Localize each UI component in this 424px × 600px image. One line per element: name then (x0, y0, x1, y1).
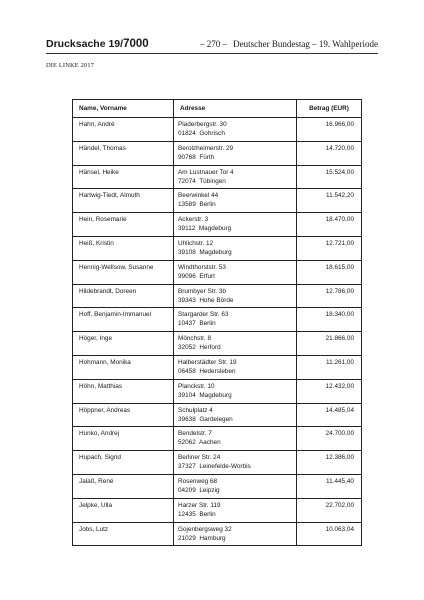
address-street: Halberstädter Str. 19 (178, 358, 237, 366)
cell-amount (297, 355, 362, 379)
address-street: Berliner Str. 24 (178, 454, 221, 462)
cell-name (73, 141, 174, 165)
cell-address (174, 189, 297, 213)
amount-value: 11.445,40 (326, 477, 354, 485)
cell-address (174, 522, 297, 546)
address-city: 10437 Berlin (178, 320, 216, 328)
cell-amount (297, 451, 362, 475)
cell-address (174, 332, 297, 356)
document-number (46, 38, 149, 50)
person-name: Höhn, Matthias (79, 382, 122, 390)
person-name: Höppner, Andreas (79, 406, 131, 414)
cell-name (73, 284, 174, 308)
cell-name (73, 474, 174, 498)
cell-address (174, 213, 297, 237)
table-row (73, 284, 362, 308)
document-label: Drucksache 19/ (46, 38, 124, 50)
cell-amount (297, 498, 362, 522)
cell-amount (297, 427, 362, 451)
address-street: Mönchstr. 8 (178, 335, 212, 343)
cell-amount (297, 165, 362, 189)
amount-value: 14.720,00 (325, 144, 354, 152)
amount-value: 12.432,00 (325, 382, 354, 390)
table-row (73, 165, 362, 189)
cell-amount (297, 474, 362, 498)
address-street: Planckstr. 10 (178, 382, 215, 390)
address-city: 52062 Aachen (178, 439, 221, 447)
table-row (73, 498, 362, 522)
cell-amount (297, 189, 362, 213)
cell-address (174, 474, 297, 498)
cell-name (73, 332, 174, 356)
cell-amount (297, 118, 362, 142)
cell-name (73, 165, 174, 189)
table-row (73, 141, 362, 165)
address-street: Stargarder Str. 63 (178, 311, 229, 319)
table-row (73, 332, 362, 356)
cell-address (174, 260, 297, 284)
cell-amount (297, 379, 362, 403)
amount-value: 11.542,20 (326, 192, 354, 200)
address-street: Schulplatz 4 (178, 406, 213, 414)
table-row (73, 379, 362, 403)
table-row (73, 451, 362, 475)
address-street: Harzer Str. 119 (178, 501, 221, 509)
person-name: Jalaß, René (79, 477, 114, 485)
cell-amount (297, 284, 362, 308)
cell-amount (297, 260, 362, 284)
address-street: Beerwinkel 44 (178, 192, 219, 200)
address-city: 06458 Hedersleben (178, 367, 236, 375)
address-street: Ackerstr. 3 (178, 216, 209, 224)
address-city: 37327 Leinefelde-Worbis (178, 463, 251, 471)
address-city: 39638 Gardelegen (178, 415, 233, 423)
address-city: 32052 Herford (178, 344, 221, 352)
address-city: 21029 Hamburg (178, 534, 226, 542)
address-city: 04209 Leipzig (178, 486, 220, 494)
amount-value: 12.386,00 (325, 454, 354, 462)
amount-value: 11.261,00 (326, 358, 354, 366)
amount-value: 18.340,00 (325, 311, 354, 319)
person-name: Hunko, Andrej (79, 430, 120, 438)
cell-name (73, 236, 174, 260)
cell-address (174, 451, 297, 475)
page-header (46, 38, 378, 52)
cell-amount (297, 141, 362, 165)
party-label: DIE LINKE 2017 (46, 62, 94, 69)
table-row (73, 403, 362, 427)
cell-address (174, 403, 297, 427)
person-name: Hohmann, Monika (79, 358, 131, 366)
address-street: Bendelstr. 7 (178, 430, 212, 438)
person-name: Höger, Inge (79, 335, 113, 343)
amount-value: 12.721,00 (325, 239, 354, 247)
cell-name (73, 522, 174, 546)
table-row (73, 474, 362, 498)
person-name: Hennig-Wellsow, Susanne (79, 263, 154, 271)
amount-value: 10.063,04 (325, 525, 354, 533)
cell-amount (297, 308, 362, 332)
amount-value: 14.485,04 (325, 406, 354, 414)
table-row (73, 522, 362, 546)
person-name: Hänsel, Heike (79, 168, 119, 176)
person-name: Hupach, Sigrid (79, 454, 121, 462)
page-number: – 270 – (200, 39, 227, 49)
table-row (73, 236, 362, 260)
address-city: 01824 Gohrisch (178, 130, 225, 137)
cell-address (174, 308, 297, 332)
address-city: 39108 Magdeburg (178, 248, 232, 256)
amount-value: 22.702,00 (325, 501, 354, 509)
table-row (73, 118, 362, 142)
person-name: Händel, Thomas (79, 144, 126, 152)
cell-name (73, 379, 174, 403)
cell-name (73, 308, 174, 332)
person-name: Heiß, Kristin (79, 239, 114, 247)
amount-value: 16.966,00 (325, 121, 354, 128)
address-city: 39343 Hohe Börde (178, 296, 234, 304)
cell-name (73, 355, 174, 379)
amount-value: 18.615,00 (325, 263, 354, 271)
cell-amount (297, 403, 362, 427)
table-row (73, 189, 362, 213)
person-name: Hartwig-Tiedt, Almuth (79, 192, 140, 200)
cell-address (174, 498, 297, 522)
amount-value: 15.524,00 (325, 168, 354, 176)
address-city: 12435 Berlin (178, 510, 216, 518)
person-name: Hein, Rosemarie (79, 216, 127, 224)
table-header-row (73, 100, 362, 118)
cell-address (174, 165, 297, 189)
address-city: 72074 Tübingen (178, 177, 226, 185)
cell-address (174, 355, 297, 379)
address-street: Rosenweg 68 (178, 477, 218, 485)
cell-name (73, 260, 174, 284)
cell-name (73, 189, 174, 213)
document-number-value: 7000 (123, 38, 149, 50)
address-street: Uhlichstr. 12 (178, 239, 214, 247)
table-row (73, 427, 362, 451)
cell-amount (297, 522, 362, 546)
cell-address (174, 141, 297, 165)
cell-name (73, 213, 174, 237)
address-street: Pladerbergstr. 30 (178, 121, 227, 128)
cell-address (174, 284, 297, 308)
amount-value: 21.866,00 (325, 335, 354, 343)
cell-address (174, 379, 297, 403)
address-city: 13589 Berlin (178, 201, 216, 209)
person-name: Jelpke, Ulla (79, 501, 113, 509)
header-rule (46, 53, 378, 54)
column-header-amount: Betrag (EUR) (297, 100, 362, 118)
person-name: Hahn, André (79, 121, 115, 128)
address-street: Gojenbergsweg 32 (178, 525, 232, 533)
address-street: Berolzheimerstr. 29 (178, 144, 234, 152)
address-city: 99096 Erfurt (178, 272, 215, 280)
cell-name (73, 498, 174, 522)
amount-value: 18.470,00 (325, 216, 354, 224)
address-street: Windthorststr. 53 (178, 263, 226, 271)
address-city: 39104 Magdeburg (178, 391, 232, 399)
person-name: Hoff, Benjamin-Immanuel (79, 311, 151, 319)
address-street: Am Lustnauer Tor 4 (178, 168, 234, 176)
cell-amount (297, 236, 362, 260)
column-header-name: Name, Vorname (73, 100, 174, 118)
donations-table (72, 99, 362, 546)
person-name: Jobs, Lutz (79, 525, 109, 533)
cell-amount (297, 332, 362, 356)
cell-name (73, 427, 174, 451)
amount-value: 24.700,00 (325, 430, 354, 438)
table-row (73, 308, 362, 332)
person-name: Hildebrandt, Doreen (79, 287, 137, 295)
address-street: Brumbyer Str. 3b (178, 287, 226, 295)
amount-value: 12.786,00 (325, 287, 354, 295)
address-city: 39112 Magdeburg (178, 225, 232, 233)
column-header-address: Adresse (174, 100, 297, 118)
table-row (73, 213, 362, 237)
cell-address (174, 427, 297, 451)
cell-address (174, 118, 297, 142)
cell-name (73, 451, 174, 475)
table-row (73, 260, 362, 284)
cell-address (174, 236, 297, 260)
cell-amount (297, 213, 362, 237)
institution-name: Deutscher Bundestag – 19. Wahlperiode (233, 39, 378, 49)
address-city: 90768 Fürth (178, 153, 215, 161)
cell-name (73, 118, 174, 142)
cell-name (73, 403, 174, 427)
table-row (73, 355, 362, 379)
